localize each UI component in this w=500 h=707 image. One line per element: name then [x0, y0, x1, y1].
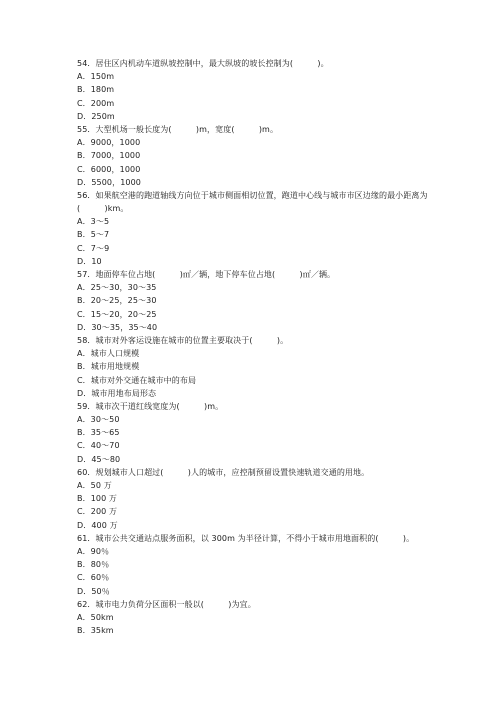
question-stem: 62．城市电力负荷分区面积一般以( )为宜。 — [77, 599, 256, 609]
option-c: C．200m — [77, 98, 115, 108]
option-a: A．150m — [77, 72, 115, 82]
option-c: C．城市对外交通在城市中的布局 — [77, 375, 197, 385]
option-b: B．35km — [77, 626, 114, 636]
option-c: C．7～9 — [77, 243, 110, 253]
question-62 — [77, 598, 437, 638]
option-b: B．180m — [77, 85, 115, 95]
option-a: A．90％ — [77, 546, 110, 556]
question-stem: 60．规划城市人口超过( )人的城市，应控制预留设置快速轨道交通的用地。 — [77, 467, 370, 477]
option-b: B．80％ — [77, 560, 110, 570]
option-a: A．30～50 — [77, 415, 120, 425]
question-54 — [77, 57, 437, 123]
option-b: B．100 万 — [77, 494, 118, 504]
option-b: B．35～65 — [77, 428, 120, 438]
option-d: D．50％ — [77, 586, 110, 596]
option-c: C．200 万 — [77, 507, 118, 517]
option-d: D．400 万 — [77, 520, 118, 530]
option-d: D．10 — [77, 256, 102, 266]
question-stem: 56．如果航空港的跑道轴线方向位于城市侧面相切位置，跑道中心线与城市市区边缘的最小距离为( )km。 — [77, 190, 428, 214]
option-a: A．城市人口规模 — [77, 349, 140, 359]
option-d: D．45～80 — [77, 454, 121, 464]
option-d: D．30～35，35～40 — [77, 322, 158, 332]
question-stem: 59．城市次干道红线宽度为( )m。 — [77, 401, 224, 411]
option-a: A．3～5 — [77, 217, 110, 227]
question-stem: 61．城市公共交通站点服务面积，以 300m 为半径计算，不得小于城市用地面积的( )。 — [77, 533, 415, 543]
option-b: B．20～25，25～30 — [77, 296, 157, 306]
option-a: A．50 万 — [77, 481, 112, 491]
question-55 — [77, 123, 437, 189]
question-58 — [77, 334, 437, 400]
question-list — [77, 57, 437, 637]
question-60 — [77, 466, 437, 532]
option-b: B．城市用地规模 — [77, 362, 140, 372]
question-stem: 55．大型机场一般长度为( )m，宽度( )m。 — [77, 124, 279, 134]
question-61 — [77, 532, 437, 598]
option-b: B．7000，1000 — [77, 151, 141, 161]
option-c: C．6000，1000 — [77, 164, 141, 174]
question-57 — [77, 268, 437, 334]
question-stem: 54．居住区内机动车道纵坡控制中，最大纵坡的坡长控制为( )。 — [77, 59, 329, 68]
question-stem: 57．地面停车位占地( )㎡／辆，地下停车位占地( )㎡／辆。 — [77, 270, 336, 280]
option-d: D．城市用地布局形态 — [77, 388, 157, 398]
option-d: D．250m — [77, 111, 115, 121]
option-c: C．15～20，20～25 — [77, 309, 157, 319]
option-a: A．9000，1000 — [77, 138, 141, 148]
option-a: A．25～30，30～35 — [77, 283, 157, 293]
question-59 — [77, 400, 437, 466]
question-stem: 58．城市对外客运设施在城市的位置主要取决于( )。 — [77, 335, 289, 345]
option-c: C．40～70 — [77, 441, 120, 451]
question-56 — [77, 189, 437, 268]
option-b: B．5～7 — [77, 230, 110, 240]
option-a: A．50km — [77, 612, 114, 622]
option-c: C．60％ — [77, 573, 110, 583]
option-d: D．5500，1000 — [77, 177, 141, 187]
